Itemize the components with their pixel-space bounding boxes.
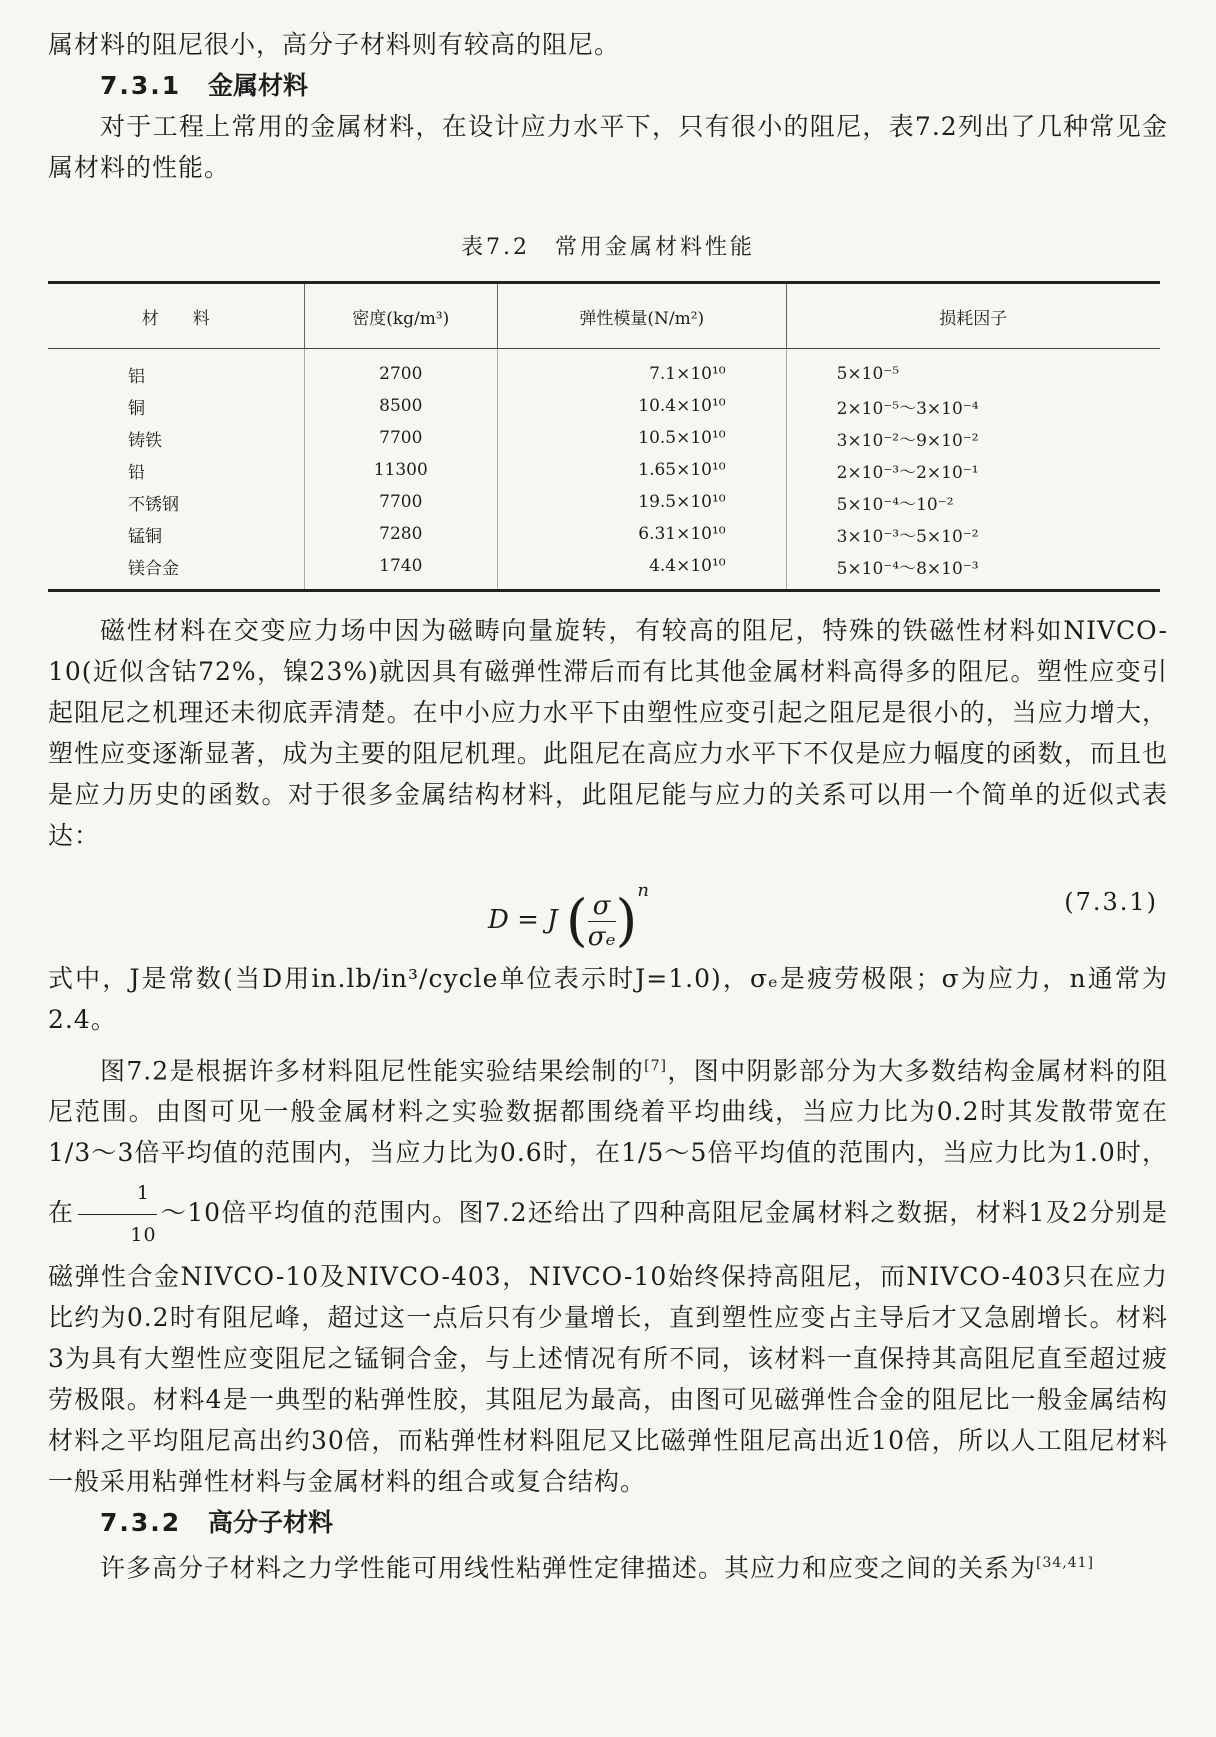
document-page <box>48 24 1168 1589</box>
table-row <box>48 390 1160 422</box>
fraction-numerator: 1 <box>136 1182 150 1205</box>
equation-7-3-1 <box>48 862 1168 952</box>
citation-ref: [7] <box>644 1058 667 1074</box>
header-material: 材 料 <box>48 283 304 349</box>
cell-modulus: 10.5×10¹⁰ <box>498 422 787 454</box>
cell-modulus: 19.5×10¹⁰ <box>498 486 787 518</box>
equation-numerator: σ <box>592 890 611 921</box>
section-heading-731 <box>100 65 1168 106</box>
cell-density: 7700 <box>304 486 497 518</box>
cell-modulus: 7.1×10¹⁰ <box>498 349 787 391</box>
fraction-denominator: 10 <box>78 1214 156 1256</box>
metal-properties-table <box>48 281 1160 592</box>
paragraph-intro: 属材料的阻尼很小，高分子材料则有较高的阻尼。 <box>48 30 621 59</box>
table-row <box>48 422 1160 454</box>
cell-material: 镁合金 <box>48 550 304 591</box>
header-loss-factor: 损耗因子 <box>786 283 1160 349</box>
table-row <box>48 486 1160 518</box>
cell-loss: 5×10⁻⁵ <box>786 349 1160 391</box>
text-run: ～10倍平均值的范围内。图7.2还给出了四种高阻尼金属材料之数据，材料1及2分别是磁弹性合金NIVCO-10及NIVCO-403，NIVCO-10始终保持高阻尼，而NIVCO-403只在应力比约为0.2时有阻尼峰，超过这一点后只有少量增长，直到塑性应变占主导后才又急剧增长。材料3为具有大塑性应变阻尼之锰铜合金，与上述情况有所不同，该材料一直保持其高阻尼直至超过疲劳极限。材料4是一典型的粘弹性胶，其阻尼为最高，由图可见磁弹性合金的阻尼比一般金属结构材料之平均阻尼高出约30倍，而粘弹性材料阻尼又比磁弹性阻尼高出近10倍，所以人工阻尼材料一般采用粘弹性材料与金属材料的组合或复合结构。 <box>48 1198 1168 1497</box>
table-row <box>48 454 1160 486</box>
text-run: ，图中阴影部分为大多数结构金属材料的阻尼范围。由图可见一般金属材料之实验数据都围绕着平均曲线，当应力比为0.2时其发散带宽在1/3～3倍平均值的范围内，当应力比为0.6时，在1/5～5倍平均值的范围内，当应力比为1.0时，在 <box>48 1056 1168 1228</box>
cell-material: 铅 <box>128 462 145 483</box>
cell-loss: 2×10⁻⁵～3×10⁻⁴ <box>786 390 1160 422</box>
cell-density: 1740 <box>304 550 497 591</box>
table-caption: 表7.2 常用金属材料性能 <box>461 235 755 260</box>
section-number: 7.3.2 <box>100 1508 182 1538</box>
section-number: 7.3.1 <box>100 71 182 100</box>
paragraph-polymer-intro <box>48 1543 1168 1588</box>
cell-loss: 2×10⁻³～2×10⁻¹ <box>786 454 1160 486</box>
cell-density: 11300 <box>304 454 497 486</box>
cell-density: 7700 <box>304 422 497 454</box>
section-title: 金属材料 <box>208 71 309 100</box>
cell-loss: 5×10⁻⁴～10⁻² <box>786 486 1160 518</box>
paragraph-metal-intro: 对于工程上常用的金属材料，在设计应力水平下，只有很小的阻尼，表7.2列出了几种常见金属材料的性能。 <box>48 112 1168 182</box>
text-run: 图7.2是根据许多材料阻尼性能实验结果绘制的 <box>100 1056 645 1086</box>
header-density: 密度(kg/m³) <box>304 283 497 349</box>
cell-material: 铜 <box>128 398 145 419</box>
section-heading-732 <box>100 1502 1168 1543</box>
cell-loss: 5×10⁻⁴～8×10⁻³ <box>786 550 1160 591</box>
paragraph-figure-discussion <box>48 1046 1168 1502</box>
table-row <box>48 518 1160 550</box>
table-header-row <box>48 283 1160 349</box>
cell-density: 8500 <box>304 390 497 422</box>
cell-material: 铸铁 <box>128 430 162 451</box>
equation-fraction <box>588 891 616 952</box>
section-title: 高分子材料 <box>208 1508 334 1538</box>
table-row <box>48 550 1160 591</box>
equation-exponent: n <box>637 880 649 901</box>
text-run: 许多高分子材料之力学性能可用线性粘弹性定律描述。其应力和应变之间的关系为 <box>100 1553 1037 1583</box>
cell-modulus: 4.4×10¹⁰ <box>498 550 787 591</box>
table-row <box>48 349 1160 391</box>
paragraph-variables: 式中，J是常数(当D用in.lb/in³/cycle单位表示时J=1.0)，σₑ是疲劳极限；σ为应力，n通常为2.4。 <box>48 964 1168 1034</box>
header-modulus: 弹性模量(N/m²) <box>498 283 787 349</box>
equation-expression: D = J ( $\frac{\sigma}{\text{σₑ}}$ )$^n$ <box>488 880 649 954</box>
cell-density: 2700 <box>304 349 497 391</box>
cell-modulus: 6.31×10¹⁰ <box>498 518 787 550</box>
cell-modulus: 1.65×10¹⁰ <box>498 454 787 486</box>
cell-loss: 3×10⁻²～9×10⁻² <box>786 422 1160 454</box>
cell-material: 铝 <box>128 366 145 387</box>
cell-loss: 3×10⁻³～5×10⁻² <box>786 518 1160 550</box>
equation-lhs: D = J <box>488 905 558 935</box>
cell-density: 7280 <box>304 518 497 550</box>
cell-material: 不锈钢 <box>128 494 179 515</box>
paragraph-magnetic-damping: 磁性材料在交变应力场中因为磁畴向量旋转，有较高的阻尼，特殊的铁磁性材料如NIVCO-10(近似含钴72%，镍23%)就因具有磁弹性滞后而有比其他金属材料高得多的阻尼。塑性应变引起阻尼之机理还未彻底弄清楚。在中小应力水平下由塑性应变引起之阻尼是很小的，当应力增大，塑性应变逐渐显著，成为主要的阻尼机理。此阻尼在高应力水平下不仅是应力幅度的函数，而且也是应力历史的函数。对于很多金属结构材料，此阻尼能与应力的关系可以用一个简单的近似式表达： <box>48 616 1168 850</box>
inline-fraction <box>78 1173 156 1256</box>
cell-material: 锰铜 <box>128 526 162 547</box>
citation-ref: [34,41] <box>1036 1555 1095 1572</box>
equation-number: (7.3.1) <box>1064 888 1158 916</box>
equation-denominator: σₑ <box>587 921 616 952</box>
cell-modulus: 10.4×10¹⁰ <box>498 390 787 422</box>
